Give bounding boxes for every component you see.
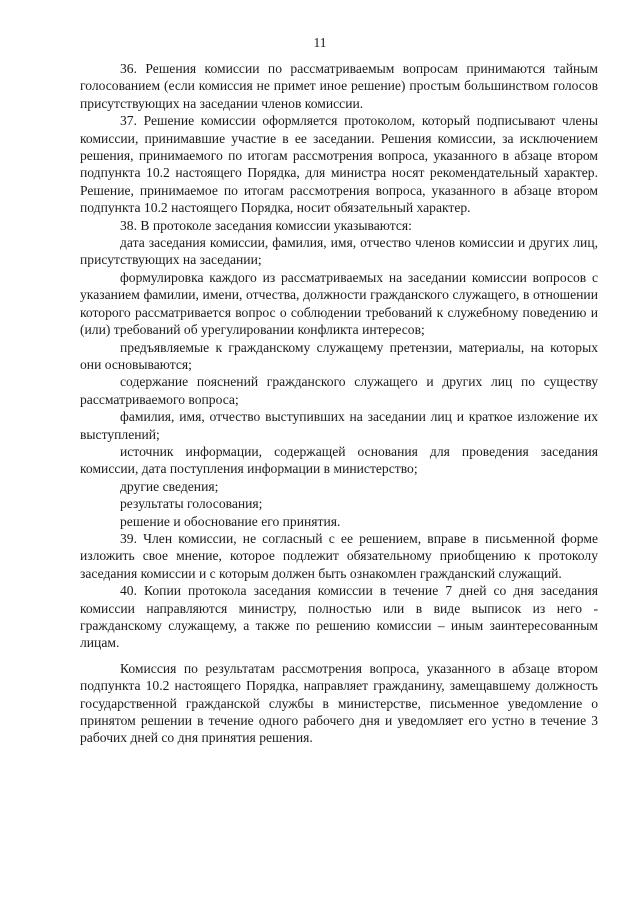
list-item-voting-results: результаты голосования; bbox=[120, 496, 263, 512]
paragraph-39: 39. Член комиссии, не согласный с ее решением, вправе в письменной форме изложить свое мнение, которое подлежит обязательному приобщению к протоколу заседания комиссии и с которым должен быть ознакомлен гражданский служащий. bbox=[80, 530, 598, 581]
document-body bbox=[80, 60, 598, 747]
list-item-claims: предъявляемые к гражданскому служащему претензии, материалы, на которых они основываются; bbox=[80, 339, 598, 372]
list-item-explanations: содержание пояснений гражданского служащего и других лиц по существу рассматриваемого вопроса; bbox=[80, 374, 598, 407]
list-item-info-source: источник информации, содержащей основания для проведения заседания комиссии, дата поступления информации в министерство; bbox=[80, 443, 598, 477]
paragraph-38: 38. В протоколе заседания комиссии указываются: bbox=[120, 217, 412, 233]
list-item-meeting-date: дата заседания комиссии, фамилия, имя, отчество членов комиссии и других лиц, присутствующих на заседании; bbox=[80, 235, 598, 268]
paragraph-40: 40. Копии протокола заседания комиссии в течение 7 дней со дня заседания комиссии направляются министру, полностью или в виде выписок из него - гражданскому служащему, а также по решению комиссии – иным заинтересованным лицам. bbox=[80, 583, 598, 651]
page-number: 11 bbox=[313, 35, 327, 50]
list-item-decision: решение и обоснование его принятия. bbox=[120, 513, 341, 529]
list-item-question-wording: формулировка каждого из рассматриваемых на заседании комиссии вопросов с указанием фамилии, имени, отчества, должности гражданского служащего, в отношении которого рассматривается вопрос о соблюдении требований к служебному поведению и (или) требований об урегулировании конфликта интересов; bbox=[80, 269, 598, 338]
paragraph-36: 36. Решения комиссии по рассматриваемым вопросам принимаются тайным голосованием (если комиссия не примет иное решение) простым большинством голосов присутствующих на заседании членов комиссии. bbox=[80, 61, 598, 111]
paragraph-37: 37. Решение комиссии оформляется протоколом, который подписывают члены комиссии, принимавшие участие в ее заседании. Решения комиссии, за исключением решения, принимаемого по итогам рассмотрения вопроса, указанного в абзаце втором подпункта 10.2 настоящего Порядка, для министра носят рекомендательный характер. Решение, принимаемое по итогам рассмотрения вопроса, указанного в абзаце втором подпункта 10.2 настоящего Порядка, носит обязательный характер. bbox=[80, 113, 598, 216]
list-item-other-info: другие сведения; bbox=[120, 478, 219, 494]
list-item-speakers: фамилия, имя, отчество выступивших на заседании лиц и краткое изложение их выступлений; bbox=[80, 409, 598, 442]
paragraph-notification: Комиссия по результатам рассмотрения вопроса, указанного в абзаце втором подпункта 10.2 настоящего Порядка, направляет гражданину, замещавшему должность государственной гражданской службы в министерстве, письменное уведомление о принятом решении в течение одного рабочего дня и уведомляет его устно в течение 3 рабочих дней со дня принятия решения. bbox=[80, 660, 598, 746]
